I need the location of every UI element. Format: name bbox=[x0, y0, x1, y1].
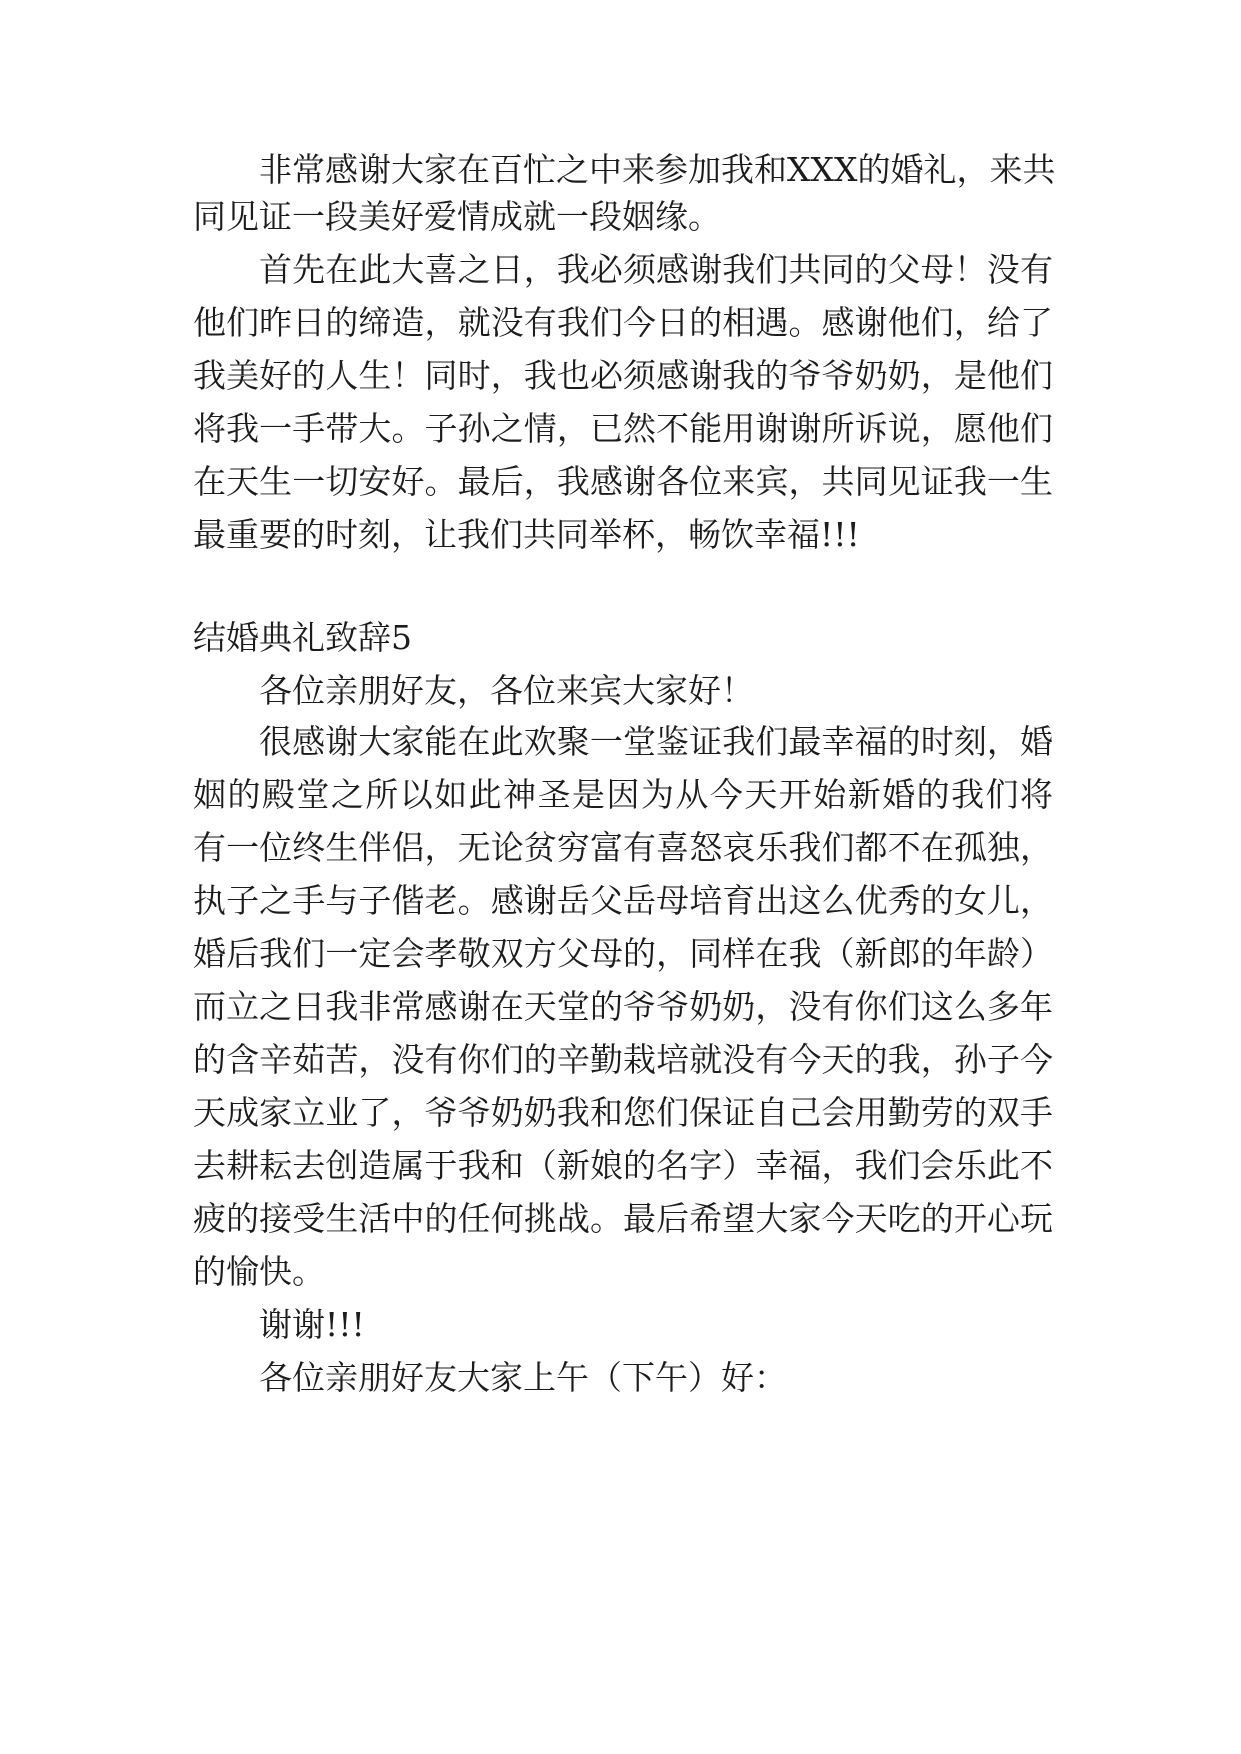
paragraph-line: 天成家立业了，爷爷奶奶我和您们保证自己会用勤劳的双手 bbox=[193, 1093, 1053, 1132]
paragraph-line: 最重要的时刻，让我们共同举杯，畅饮幸福!!! bbox=[193, 515, 860, 554]
paragraph-line: 的含辛茹苦，没有你们的辛勤栽培就没有今天的我，孙子今 bbox=[193, 1040, 1053, 1079]
thanks-line: 谢谢!!! bbox=[259, 1305, 365, 1344]
paragraph-line: 有一位终生伴侣，无论贫穷富有喜怒哀乐我们都不在孤独， bbox=[193, 828, 1053, 867]
paragraph-line: 同见证一段美好爱情成就一段姻缘。 bbox=[193, 197, 721, 236]
paragraph-line: 在天生一切安好。最后，我感谢各位来宾，共同见证我一生 bbox=[193, 462, 1053, 501]
paragraph-line: 婚后我们一定会孝敬双方父母的，同样在我（新郎的年龄） bbox=[193, 934, 1053, 973]
paragraph-line: 去耕耘去创造属于我和（新娘的名字）幸福，我们会乐此不 bbox=[193, 1146, 1053, 1185]
paragraph-line: 疲的接受生活中的任何挑战。最后希望大家今天吃的开心玩 bbox=[193, 1199, 1053, 1238]
paragraph-line: 而立之日我非常感谢在天堂的爷爷奶奶，没有你们这么多年 bbox=[193, 987, 1053, 1026]
greeting-line: 各位亲朋好友，各位来宾大家好！ bbox=[259, 671, 754, 710]
paragraph-line: 首先在此大喜之日，我必须感谢我们共同的父母！没有 bbox=[259, 250, 1053, 289]
paragraph-line: 非常感谢大家在百忙之中来参加我和XXX的婚礼，来共 bbox=[259, 150, 1056, 189]
paragraph-line: 的愉快。 bbox=[193, 1252, 325, 1291]
paragraph-line: 我美好的人生！同时，我也必须感谢我的爷爷奶奶，是他们 bbox=[193, 356, 1053, 395]
paragraph-line: 姻的殿堂之所以如此神圣是因为从今天开始新婚的我们将 bbox=[193, 775, 1053, 814]
paragraph-line: 执子之手与子偕老。感谢岳父岳母培育出这么优秀的女儿， bbox=[193, 881, 1053, 920]
greeting-line: 各位亲朋好友大家上午（下午）好： bbox=[259, 1358, 787, 1397]
paragraph-line: 将我一手带大。子孙之情，已然不能用谢谢所诉说，愿他们 bbox=[193, 409, 1053, 448]
section-heading: 结婚典礼致辞5 bbox=[193, 618, 412, 657]
paragraph-line: 他们昨日的缔造，就没有我们今日的相遇。感谢他们，给了 bbox=[193, 303, 1053, 342]
paragraph-line: 很感谢大家能在此欢聚一堂鉴证我们最幸福的时刻，婚 bbox=[259, 722, 1053, 761]
